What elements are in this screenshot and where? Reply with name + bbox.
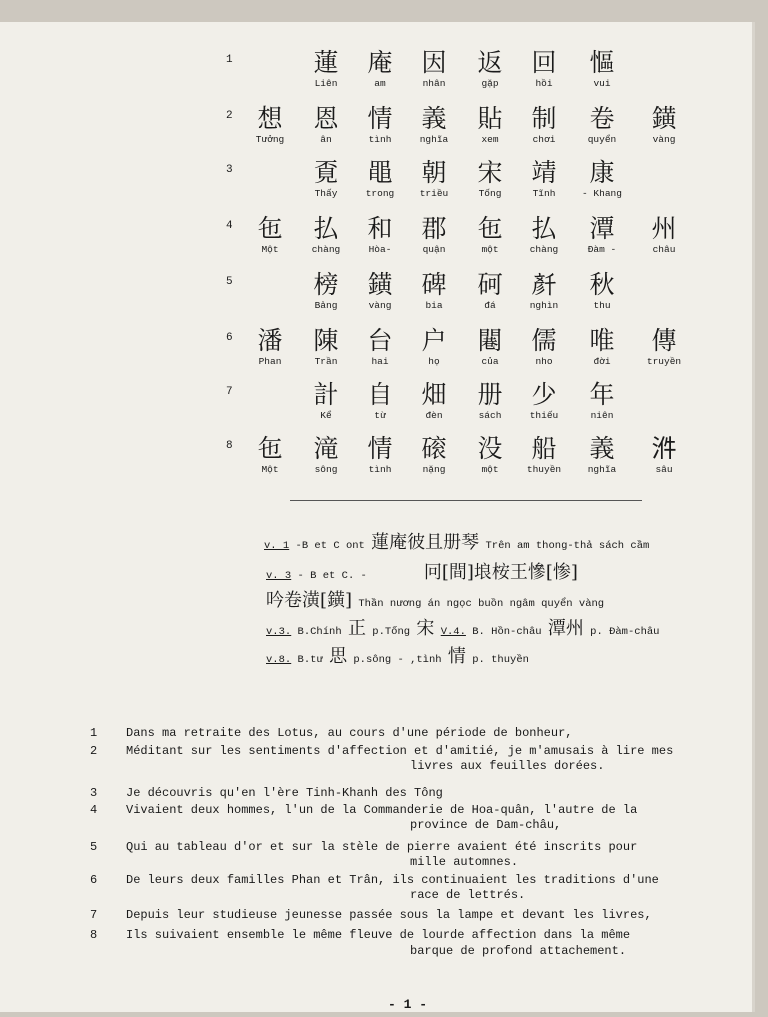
nom-character: 払: [313, 214, 339, 243]
nom-character: 户: [421, 326, 447, 355]
nom-cell: [352, 434, 408, 476]
nom-character: 陳: [313, 326, 339, 355]
line-text: Je découvris qu'en l'ère Tinh-Khanh des Tông: [126, 786, 443, 800]
nom-character: 年: [589, 380, 615, 409]
quoc-ngu-reading: nho: [535, 356, 553, 367]
quoc-ngu-reading: nhân: [422, 78, 446, 89]
quoc-ngu-reading: Đàm -: [587, 244, 617, 255]
note-reading: Trên am thong-thả sách cầm: [485, 540, 650, 552]
nom-cell: [406, 104, 462, 146]
nom-cell: [574, 104, 630, 146]
quoc-ngu-reading: Thấy: [314, 188, 338, 199]
nom-character: 㐌: [477, 214, 503, 243]
note-han: 宋: [416, 618, 435, 639]
line-number: 1: [90, 726, 98, 740]
nom-cell: [574, 434, 630, 476]
nom-cell: [352, 48, 408, 90]
variant-note-3: [266, 586, 604, 612]
document-page: [0, 22, 755, 1012]
nom-character: 闀: [477, 326, 503, 355]
nom-character: 計: [313, 380, 339, 409]
note-source: B.tư: [297, 654, 323, 666]
quoc-ngu-reading: một: [481, 244, 499, 255]
note-source: - B et C. -: [297, 570, 367, 582]
nom-cell: [462, 214, 518, 256]
line-number: 2: [90, 744, 98, 758]
quoc-ngu-reading: sách: [478, 410, 502, 421]
quoc-ngu-reading: một: [481, 464, 499, 475]
nom-character: 慪: [589, 48, 615, 77]
note-han: 潭州: [547, 618, 584, 639]
variant-note-1: [264, 528, 649, 554]
grid-row: [0, 270, 752, 324]
nom-cell: [462, 270, 518, 312]
grid-row: [0, 104, 752, 158]
nom-character: 情: [367, 434, 393, 463]
quoc-ngu-reading: triều: [419, 188, 449, 199]
nom-character: 碑: [421, 270, 447, 299]
nom-character: 回: [531, 48, 557, 77]
quoc-ngu-reading: Bảng: [314, 300, 338, 311]
nom-character: 靖: [531, 158, 557, 187]
note-source: B.Chính: [297, 626, 342, 638]
quoc-ngu-reading: chàng: [311, 244, 341, 255]
note-han: 吟卷潢[鐄]: [266, 590, 353, 611]
nom-character: 貼: [477, 104, 503, 133]
nom-character: 磙: [421, 434, 447, 463]
note-source: B. Hồn-châu: [472, 626, 542, 638]
nom-cell: [406, 270, 462, 312]
nom-cell: [406, 48, 462, 90]
quoc-ngu-reading: tình: [368, 464, 392, 475]
quoc-ngu-reading: nặng: [422, 464, 446, 475]
nom-character: 秋: [589, 270, 615, 299]
nom-character: 義: [421, 104, 447, 133]
nom-character: 情: [367, 104, 393, 133]
grid-row: [0, 158, 752, 212]
nom-cell: [636, 326, 692, 368]
line-number: 3: [90, 786, 98, 800]
quoc-ngu-reading: gặp: [481, 78, 499, 89]
quoc-ngu-reading: Liên: [314, 78, 338, 89]
nom-character: 鐄: [367, 270, 393, 299]
nom-cell: [298, 214, 354, 256]
row-number: 4: [226, 220, 233, 232]
grid-row: [0, 214, 752, 268]
grid-row: [0, 434, 752, 488]
nom-character: 義: [589, 434, 615, 463]
quoc-ngu-reading: xem: [481, 134, 499, 145]
line-number: 4: [90, 803, 98, 817]
nom-character: 没: [477, 434, 503, 463]
nom-cell: [406, 158, 462, 200]
line-continuation: mille automnes.: [410, 855, 519, 869]
nom-cell: [574, 380, 630, 422]
nom-cell: [406, 326, 462, 368]
nom-cell: [574, 326, 630, 368]
quoc-ngu-reading: vàng: [368, 300, 392, 311]
grid-separator-line: [290, 500, 642, 501]
nom-cell: [298, 104, 354, 146]
quoc-ngu-reading: của: [481, 356, 499, 367]
quoc-ngu-reading: Kể: [320, 410, 332, 421]
nom-cell: [406, 434, 462, 476]
note-han: 正: [347, 618, 366, 639]
quoc-ngu-reading: Tống: [478, 188, 502, 199]
note-han: 情: [447, 646, 466, 667]
nom-cell: [242, 104, 298, 146]
nom-cell: [636, 434, 692, 476]
note-text: p. thuyền: [472, 654, 529, 666]
nom-character: 册: [477, 380, 503, 409]
page-number: - 1 -: [388, 997, 428, 1012]
line-text: Qui au tableau d'or et sur la stèle de pierre avaient été inscrits pour: [126, 840, 638, 854]
note-text: p.Tống: [372, 626, 411, 638]
nom-cell: [516, 380, 572, 422]
nom-cell: [516, 214, 572, 256]
quoc-ngu-reading: vàng: [652, 134, 676, 145]
line-continuation: livres aux feuilles dorées.: [410, 759, 605, 773]
nom-cell: [298, 48, 354, 90]
nom-cell: [298, 380, 354, 422]
line-continuation: race de lettrés.: [410, 888, 526, 902]
nom-character: 𣴓: [651, 434, 677, 463]
nom-character: 想: [257, 104, 283, 133]
note-label: V.4.: [440, 626, 466, 638]
row-number: 1: [226, 54, 233, 66]
nom-character: 滝: [313, 434, 339, 463]
nom-character: 州: [651, 214, 677, 243]
nom-cell: [352, 158, 408, 200]
nom-character: 自: [367, 380, 393, 409]
nom-cell: [636, 104, 692, 146]
row-number: 5: [226, 276, 233, 288]
nom-character: 和: [367, 214, 393, 243]
quoc-ngu-reading: Tưởng: [255, 134, 285, 145]
line-number: 8: [90, 928, 98, 942]
quoc-ngu-reading: thuyền: [526, 464, 562, 475]
nom-cell: [516, 158, 572, 200]
note-han: 冋[間]埌桉王慘[惨]: [423, 562, 578, 583]
quoc-ngu-reading: hai: [371, 356, 389, 367]
line-number: 6: [90, 873, 98, 887]
quoc-ngu-reading: chơi: [532, 134, 556, 145]
note-han: 蓮庵彼且册琴: [371, 532, 480, 553]
line-number: 7: [90, 908, 98, 922]
nom-cell: [298, 270, 354, 312]
nom-cell: [352, 380, 408, 422]
nom-cell: [516, 434, 572, 476]
quoc-ngu-reading: truyền: [646, 356, 682, 367]
nom-cell: [516, 270, 572, 312]
quoc-ngu-reading: - Khang: [582, 188, 622, 199]
note-reading: Thần nương án ngọc buồn ngâm quyển vàng: [358, 598, 605, 610]
row-number: 6: [226, 332, 233, 344]
variant-note-2: [266, 558, 578, 584]
quoc-ngu-reading: tình: [368, 134, 392, 145]
quoc-ngu-reading: đèn: [425, 410, 443, 421]
nom-cell: [462, 434, 518, 476]
quoc-ngu-reading: nghĩa: [419, 134, 449, 145]
line-text: Méditant sur les sentiments d'affection et d'amitié, je m'amusais à lire mes: [126, 744, 674, 758]
row-number: 3: [226, 164, 233, 176]
quoc-ngu-reading: Trần: [314, 356, 338, 367]
quoc-ngu-reading: sông: [314, 464, 338, 475]
quoc-ngu-reading: bia: [425, 300, 443, 311]
nom-character: 儒: [531, 326, 557, 355]
nom-cell: [462, 48, 518, 90]
nom-cell: [298, 326, 354, 368]
nom-character: 傳: [651, 326, 677, 355]
row-number: 7: [226, 386, 233, 398]
quoc-ngu-reading: thu: [593, 300, 611, 311]
line-number: 5: [90, 840, 98, 854]
nom-cell: [406, 214, 462, 256]
nom-character: 鐄: [651, 104, 677, 133]
note-text: p.sông - ,tình: [353, 654, 442, 666]
quoc-ngu-reading: Một: [261, 464, 279, 475]
quoc-ngu-reading: niên: [590, 410, 614, 421]
quoc-ngu-reading: trong: [365, 188, 395, 199]
quoc-ngu-reading: đá: [484, 300, 496, 311]
variant-note-5: [266, 642, 529, 668]
nom-character: 朝: [421, 158, 447, 187]
grid-row: [0, 380, 752, 434]
grid-row: [0, 48, 752, 102]
quoc-ngu-reading: họ: [428, 356, 440, 367]
nom-character: 潭: [589, 214, 615, 243]
nom-cell: [574, 158, 630, 200]
nom-cell: [242, 434, 298, 476]
line-continuation: province de Dam-châu,: [410, 818, 562, 832]
quoc-ngu-reading: chàng: [529, 244, 559, 255]
nom-character: 因: [421, 48, 447, 77]
row-number: 8: [226, 440, 233, 452]
nom-character: 唯: [589, 326, 615, 355]
nom-cell: [352, 214, 408, 256]
nom-cell: [574, 270, 630, 312]
quoc-ngu-reading: sâu: [655, 464, 673, 475]
nom-character: 払: [531, 214, 557, 243]
nom-cell: [298, 434, 354, 476]
nom-cell: [462, 158, 518, 200]
nom-character: 卷: [589, 104, 615, 133]
nom-cell: [352, 270, 408, 312]
nom-character: 潘: [257, 326, 283, 355]
nom-character: 康: [589, 158, 615, 187]
line-continuation: barque de profond attachement.: [410, 944, 627, 958]
quoc-ngu-reading: vui: [593, 78, 611, 89]
nom-cell: [516, 48, 572, 90]
quoc-ngu-reading: quận: [422, 244, 446, 255]
nom-cell: [462, 104, 518, 146]
nom-character: 制: [531, 104, 557, 133]
note-label: v. 3: [266, 570, 292, 582]
nom-cell: [298, 158, 354, 200]
nom-cell: [242, 214, 298, 256]
row-number: 2: [226, 110, 233, 122]
nom-character: 蓮: [313, 48, 339, 77]
line-text: De leurs deux familles Phan et Trân, ils continuaient les traditions d'une: [126, 873, 659, 887]
quoc-ngu-reading: Một: [261, 244, 279, 255]
note-han: 思: [329, 646, 348, 667]
nom-cell: [242, 326, 298, 368]
quoc-ngu-reading: Tĩnh: [532, 188, 556, 199]
quoc-ngu-reading: quyển: [587, 134, 617, 145]
nom-character: 覔: [313, 158, 339, 187]
nom-cell: [574, 48, 630, 90]
nom-cell: [462, 326, 518, 368]
nom-character: 返: [477, 48, 503, 77]
quoc-ngu-reading: đời: [593, 356, 611, 367]
line-text: Vivaient deux hommes, l'un de la Commanderie de Hoa-quân, l'autre de la: [126, 803, 638, 817]
quoc-ngu-reading: thiếu: [529, 410, 559, 421]
nom-character: 郡: [421, 214, 447, 243]
note-label: v.8.: [266, 654, 292, 666]
nom-character: 畑: [421, 380, 447, 409]
note-label: v.3.: [266, 626, 292, 638]
nom-cell: [352, 326, 408, 368]
line-text: Ils suivaient ensemble le même fleuve de lourde affection dans la même: [126, 928, 631, 942]
line-text: Depuis leur studieuse jeunesse passée sous la lampe et devant les livres,: [126, 908, 652, 922]
nom-cell: [462, 380, 518, 422]
nom-character: 黽: [367, 158, 393, 187]
note-source: -B et C ont: [295, 540, 365, 552]
quoc-ngu-reading: từ: [374, 410, 386, 421]
quoc-ngu-reading: Hòa-: [368, 244, 392, 255]
nom-character: 砢: [477, 270, 503, 299]
quoc-ngu-reading: châu: [652, 244, 676, 255]
nom-character: 恩: [313, 104, 339, 133]
nom-character: 少: [531, 380, 557, 409]
nom-cell: [636, 214, 692, 256]
quoc-ngu-reading: am: [374, 78, 386, 89]
nom-character: 宋: [477, 158, 503, 187]
quoc-ngu-reading: ân: [320, 134, 332, 145]
nom-cell: [516, 326, 572, 368]
nom-cell: [352, 104, 408, 146]
nom-character: 㐌: [257, 434, 283, 463]
nom-character: 㐌: [257, 214, 283, 243]
note-text: p. Đàm-châu: [590, 626, 660, 638]
grid-row: [0, 326, 752, 380]
quoc-ngu-reading: nghĩa: [587, 464, 617, 475]
nom-character: 台: [367, 326, 393, 355]
quoc-ngu-reading: hồi: [535, 78, 553, 89]
nom-character: 𠦳: [531, 270, 557, 299]
nom-cell: [574, 214, 630, 256]
line-text: Dans ma retraite des Lotus, au cours d'une période de bonheur,: [126, 726, 573, 740]
quoc-ngu-reading: Phan: [258, 356, 282, 367]
note-label: v. 1: [264, 540, 290, 552]
nom-character: 庵: [367, 48, 393, 77]
variant-note-4: [266, 614, 659, 640]
nom-cell: [516, 104, 572, 146]
nom-cell: [406, 380, 462, 422]
quoc-ngu-reading: nghìn: [529, 300, 559, 311]
nom-character: 船: [531, 434, 557, 463]
nom-character: 榜: [313, 270, 339, 299]
